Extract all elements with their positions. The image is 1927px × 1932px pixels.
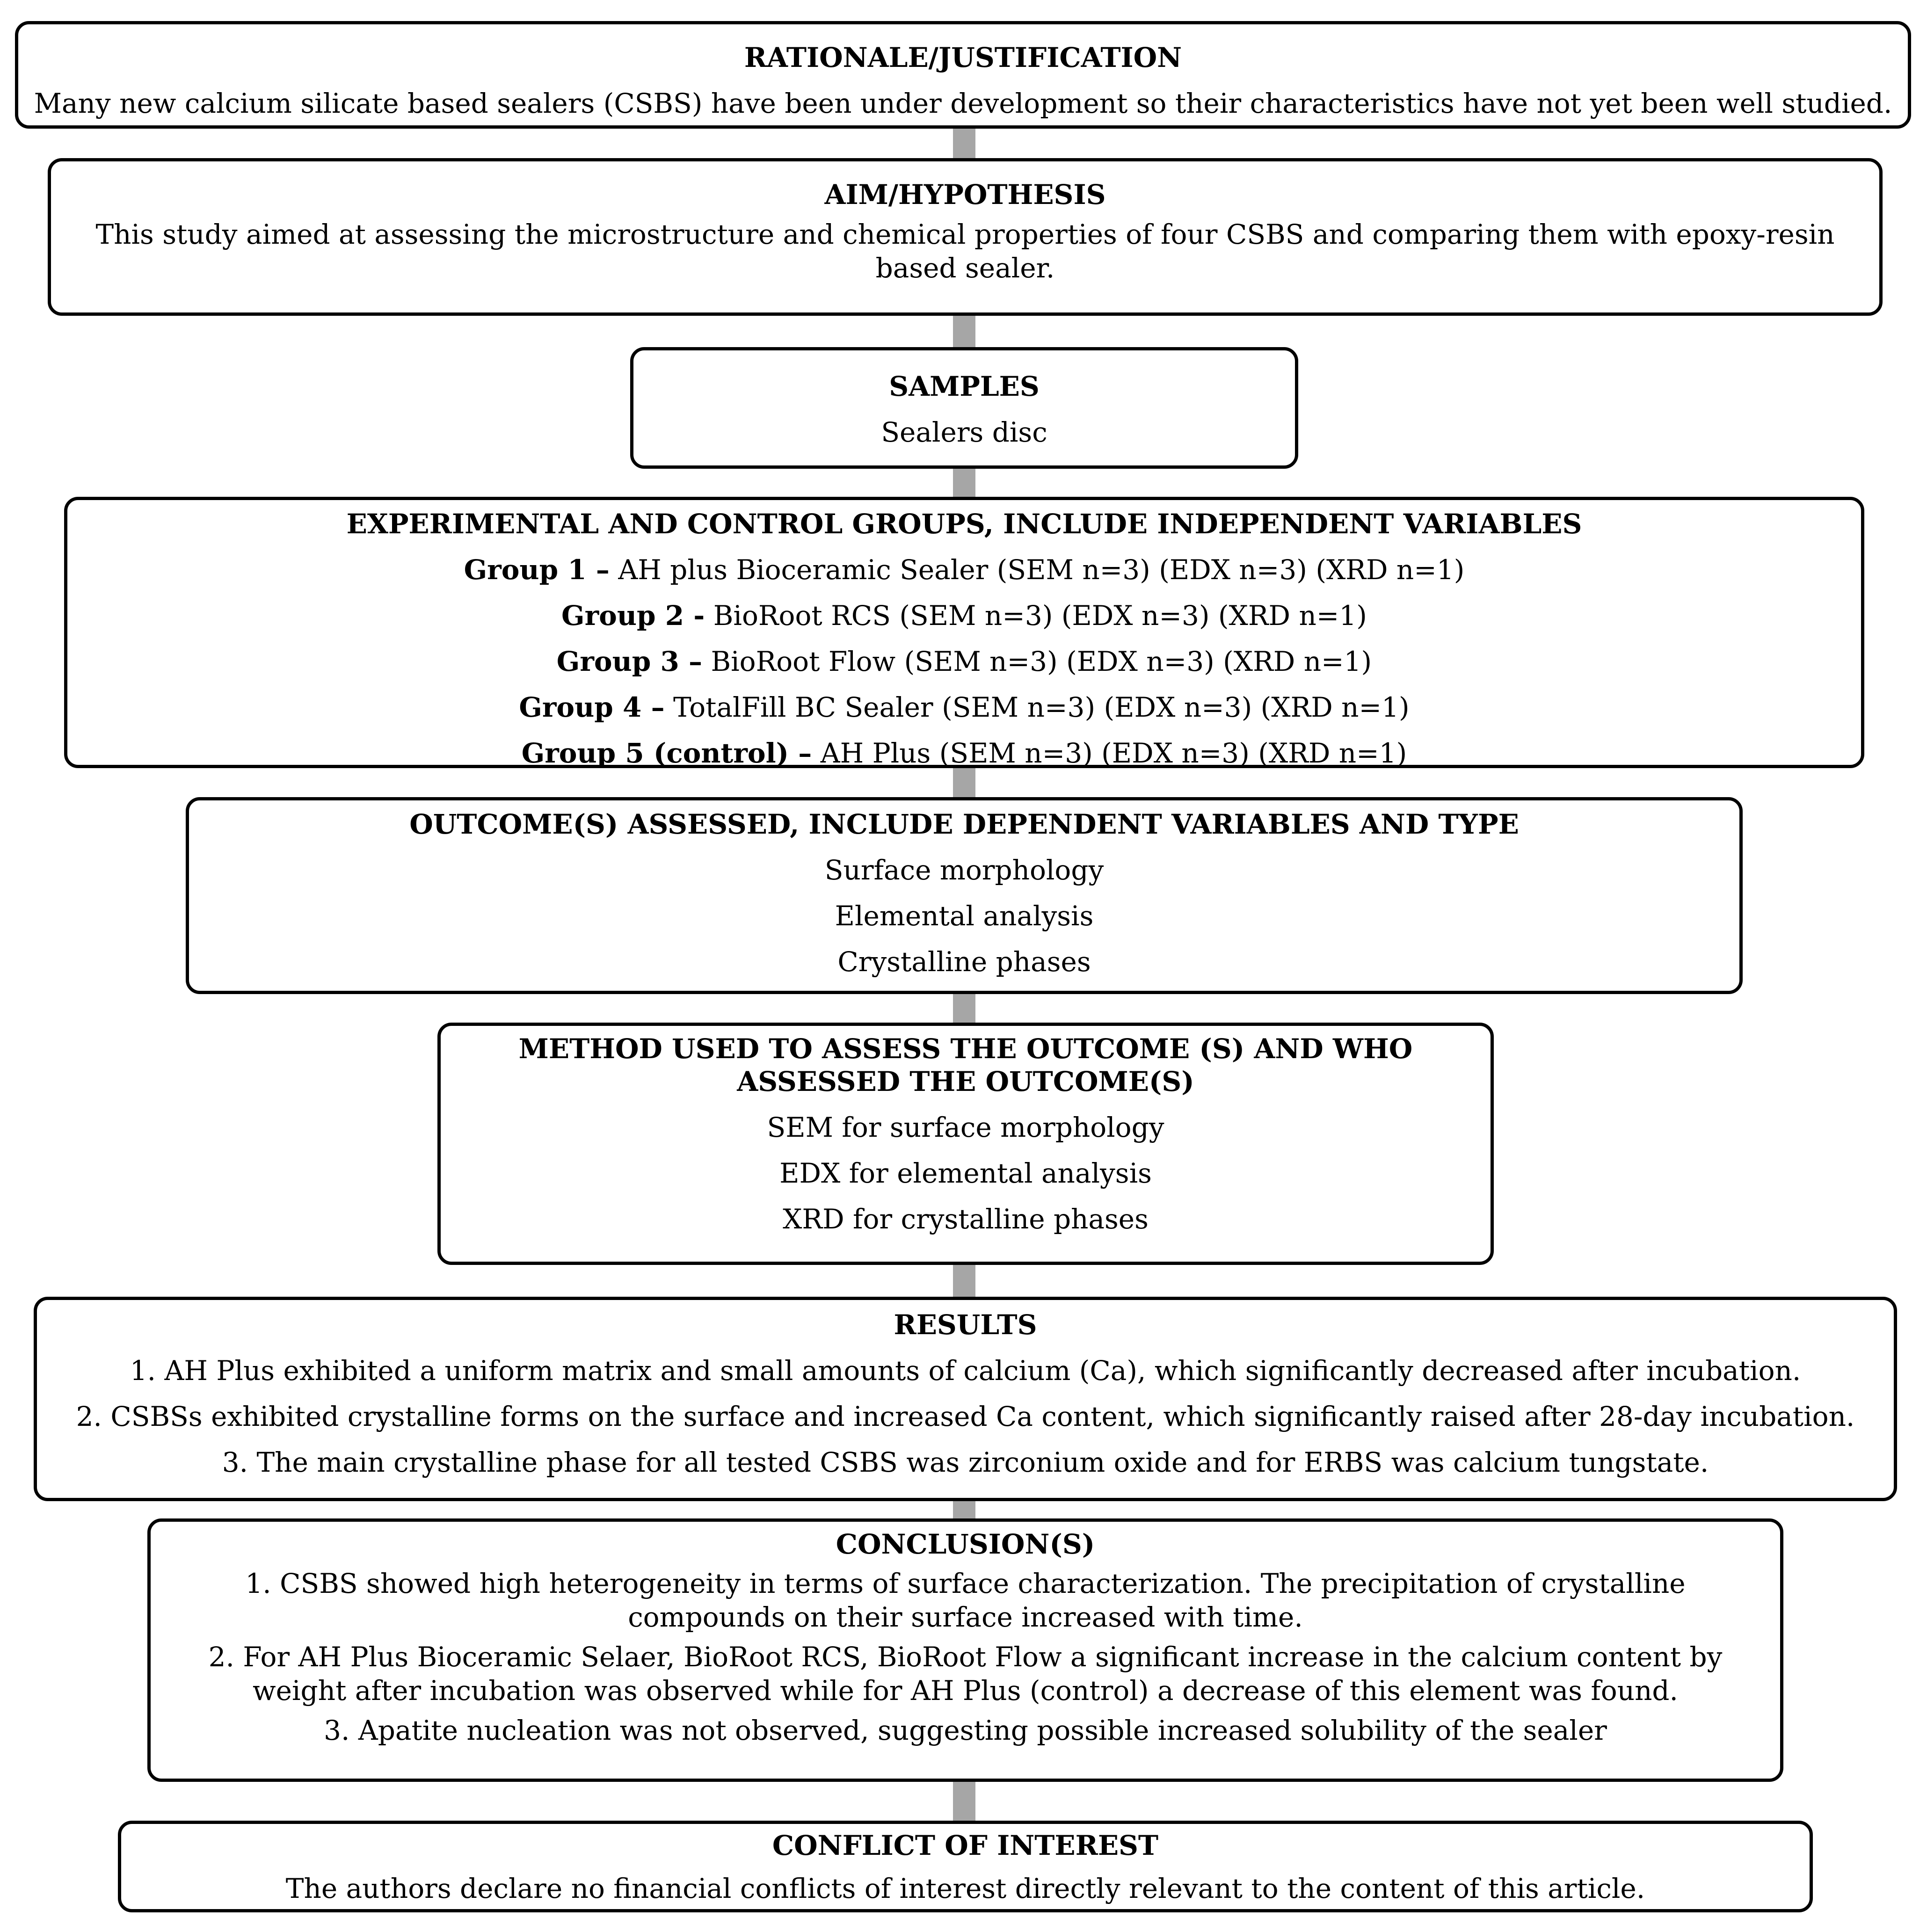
group-item [67, 639, 1861, 684]
conclusion-item: 1. CSBS showed high heterogeneity in terms of surface characterization. The precipitation of crystalline compounds on their surface increased with time. [245, 1568, 1686, 1633]
connector-samples-groups [953, 466, 975, 499]
outcomes-title: OUTCOME(S) ASSESSED, INCLUDE DEPENDENT VARIABLES AND TYPE [409, 808, 1519, 840]
result-item: 3. The main crystalline phase for all tested CSBS was zirconium oxide and for ERBS was calcium tungstate. [222, 1446, 1709, 1478]
method-item: XRD for crystalline phases [783, 1203, 1149, 1235]
groups-box [64, 497, 1864, 768]
group-item [67, 684, 1861, 730]
result-item: 1. AH Plus exhibited a uniform matrix and small amounts of calcium (Ca), which significantly decreased after incubation. [130, 1355, 1801, 1387]
rationale-text: Many new calcium silicate based sealers (CSBS) have been under development so their characteristics have not yet been well studied. [34, 87, 1892, 119]
group-text: AH plus Bioceramic Sealer (SEM n=3) (EDX n=3) (XRD n=1) [618, 554, 1465, 586]
rationale-box [15, 21, 1911, 129]
outcome-item: Elemental analysis [835, 900, 1094, 932]
conflict-text: The authors declare no financial conflicts of interest directly relevant to the content of this article. [285, 1873, 1645, 1904]
result-item: 2. CSBSs exhibited crystalline forms on the surface and increased Ca content, which significantly raised after 28-day incubation. [76, 1401, 1855, 1432]
group-label: Group 4 – [519, 691, 665, 723]
method-box [437, 1023, 1494, 1265]
aim-text: This study aimed at assessing the microstructure and chemical properties of four CSBS and comparing them with epoxy-resin based sealer. [95, 218, 1835, 284]
samples-box [630, 347, 1298, 469]
group-label: Group 3 – [556, 646, 703, 677]
group-item [67, 730, 1861, 776]
results-box [34, 1297, 1897, 1501]
method-item: EDX for elemental analysis [779, 1157, 1152, 1189]
group-text: BioRoot Flow (SEM n=3) (EDX n=3) (XRD n=1) [711, 646, 1372, 677]
connector-results-conclusions [953, 1498, 975, 1521]
group-item [67, 547, 1861, 593]
group-text: TotalFill BC Sealer (SEM n=3) (EDX n=3) (XRD n=1) [673, 691, 1410, 723]
groups-title: EXPERIMENTAL AND CONTROL GROUPS, INCLUDE INDEPENDENT VARIABLES [346, 508, 1582, 540]
outcomes-box [186, 797, 1743, 994]
connector-conclusions-conflict [953, 1779, 975, 1823]
conclusion-item: 3. Apatite nucleation was not observed, suggesting possible increased solubility of the sealer [324, 1714, 1607, 1746]
conclusion-item: 2. For AH Plus Bioceramic Selaer, BioRoot RCS, BioRoot Flow a significant increase in the calcium content by weight after incubation was observed while for AH Plus (control) a decrease of this element was found. [208, 1641, 1723, 1707]
group-text: AH Plus (SEM n=3) (EDX n=3) (XRD n=1) [820, 737, 1407, 769]
conclusions-title: CONCLUSION(S) [836, 1528, 1095, 1560]
results-title: RESULTS [894, 1309, 1037, 1341]
group-label: Group 5 (control) – [521, 737, 812, 769]
aim-box [48, 158, 1883, 316]
method-item: SEM for surface morphology [767, 1111, 1164, 1143]
conflict-box [118, 1821, 1813, 1912]
conflict-title: CONFLICT OF INTEREST [772, 1830, 1159, 1861]
group-label: Group 2 - [561, 600, 705, 632]
group-text: BioRoot RCS (SEM n=3) (EDX n=3) (XRD n=1) [713, 600, 1367, 632]
rationale-title: RATIONALE/JUSTIFICATION [744, 42, 1182, 73]
outcome-item: Crystalline phases [837, 946, 1091, 978]
group-label: Group 1 – [464, 554, 610, 586]
samples-text: Sealers disc [881, 416, 1047, 448]
outcome-item: Surface morphology [824, 854, 1104, 886]
connector-method-results [953, 1262, 975, 1300]
conclusions-box [147, 1518, 1783, 1782]
aim-title: AIM/HYPOTHESIS [824, 179, 1106, 211]
connector-rationale-aim [953, 125, 975, 159]
connector-outcomes-method [953, 991, 975, 1025]
samples-title: SAMPLES [889, 370, 1040, 402]
method-title: METHOD USED TO ASSESS THE OUTCOME (S) AND WHO ASSESSED THE OUTCOME(S) [518, 1033, 1413, 1097]
group-item [67, 593, 1861, 639]
connector-aim-samples [953, 312, 975, 350]
